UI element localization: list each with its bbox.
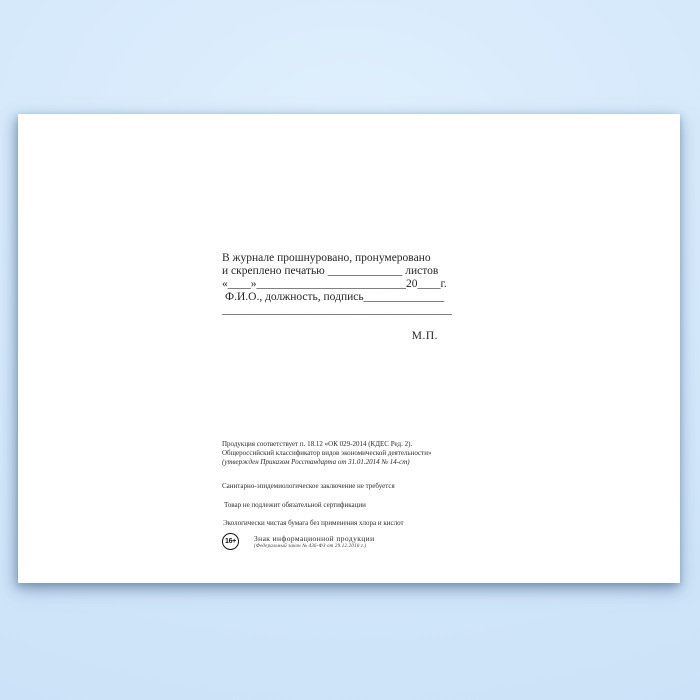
info-product-sign-row [222,533,375,550]
stamp-line-4: Ф.И.О., должность, подпись______________ [225,291,445,303]
note-eco-paper: Экологически чистая бумага без применения хлора и кислот [223,519,404,527]
note-sanitary: Санитарно-эпидемиологическое заключение не требуется [222,482,395,490]
lacing-certification-block [222,252,460,343]
compliance-line-1: Продукция соответствует п. 18.12 «ОК 029-2014 (КДЕС Ред. 2). [222,440,413,448]
info-sign-text [254,534,375,549]
stamp-line-1: В журнале прошнуровано, пронумеровано [222,252,431,264]
age-rating-16plus-icon: 16+ [222,533,239,550]
journal-back-page [18,114,680,583]
compliance-line-3: (утвержден Приказом Росстандарта от 31.01.2014 № 14-ст) [222,457,410,466]
seal-place-mark: М.П. [411,330,438,342]
signature-line: ________________________________________ [222,304,452,316]
info-sign-law: (Федеральный закон № 436-ФЗ от 29.12.2010 г.) [254,544,367,549]
compliance-block [222,440,431,466]
stamp-line-2: и скреплено печатью _____________ листов [222,265,439,277]
stamp-line-3: «____»__________________________20____г. [222,278,447,290]
info-sign-title: Знак информационной продукции [254,534,375,543]
compliance-line-2: Общероссийский классификатор видов экономической деятельности» [222,448,432,457]
note-certification: Товар не подлежит обязательной сертификации [224,501,366,509]
